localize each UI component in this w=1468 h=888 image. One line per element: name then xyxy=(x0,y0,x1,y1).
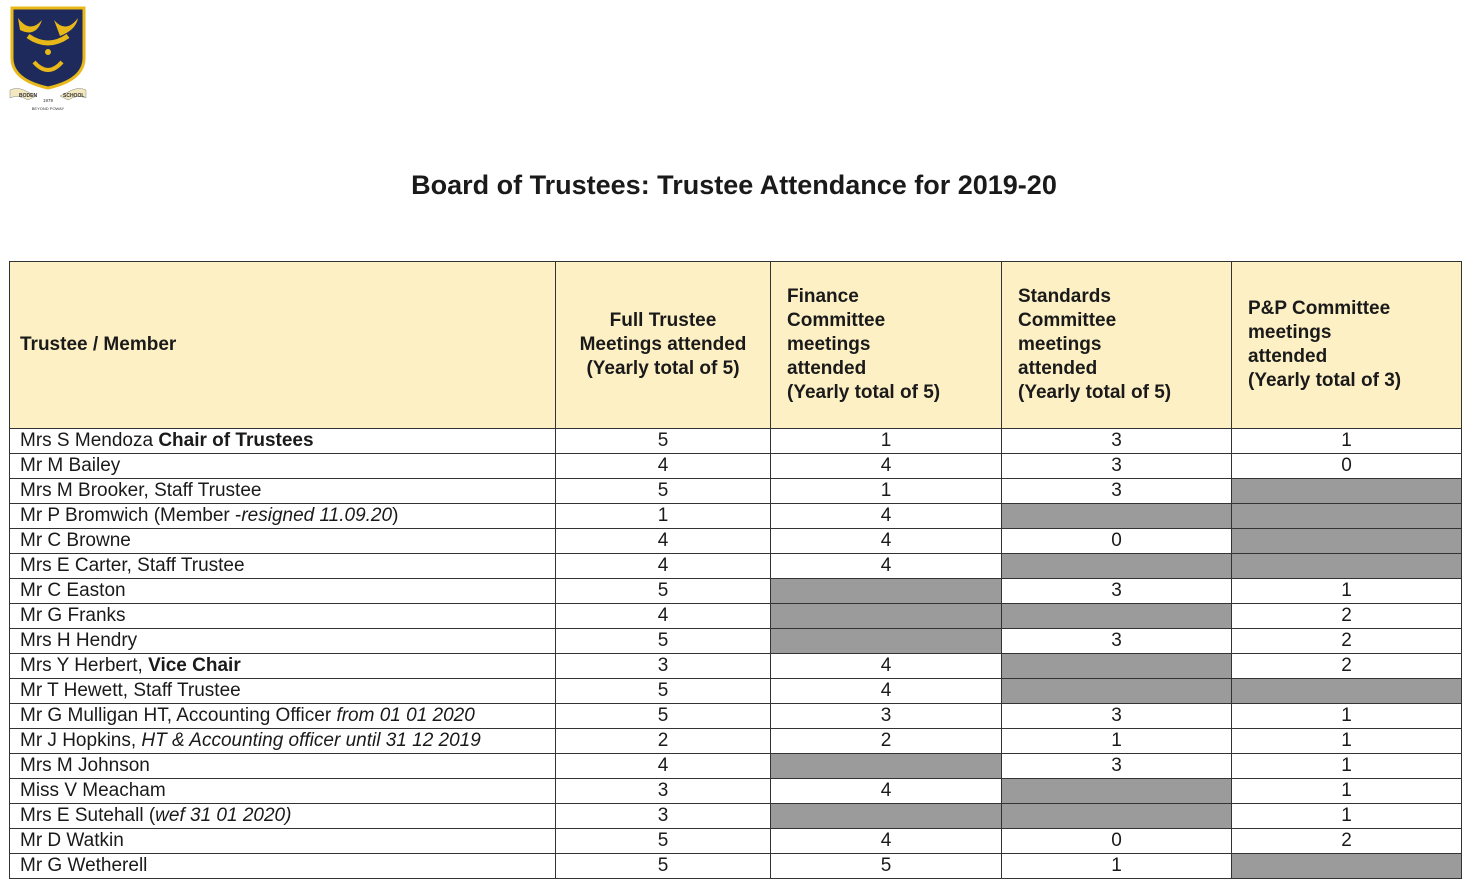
trustee-name-segment: resigned 11.09.20 xyxy=(241,505,393,526)
attendance-full-cell: 4 xyxy=(556,604,771,629)
attendance-standards-cell: 1 xyxy=(1002,729,1232,754)
table-row xyxy=(10,779,1462,804)
trustee-name-segment: Mr G Wetherell xyxy=(20,855,148,876)
table-row xyxy=(10,429,1462,454)
trustee-name-segment: HT & Accounting officer until 31 12 2019 xyxy=(141,730,481,751)
not-applicable-cell xyxy=(771,604,1002,629)
trustee-name-segment: Mrs H Hendry xyxy=(20,630,138,651)
header-trustee: Trustee / Member xyxy=(10,262,556,429)
not-applicable-cell xyxy=(1002,604,1232,629)
table-row xyxy=(10,604,1462,629)
attendance-finance-cell: 4 xyxy=(771,679,1002,704)
header-finance: Finance Committee meetings attended (Yearly total of 5) xyxy=(771,262,1002,429)
trustee-name-segment: wef 31 01 2020) xyxy=(155,805,292,826)
trustee-name-segment: Mr M Bailey xyxy=(20,455,121,476)
attendance-full-cell: 4 xyxy=(556,529,771,554)
trustee-name-segment: Chair of Trustees xyxy=(158,430,314,451)
not-applicable-cell xyxy=(1002,504,1232,529)
header-standards: Standards Committee meetings attended (Yearly total of 5) xyxy=(1002,262,1232,429)
not-applicable-cell xyxy=(1002,554,1232,579)
attendance-finance-cell: 4 xyxy=(771,654,1002,679)
trustee-name-segment: Mr C Browne xyxy=(20,530,131,551)
attendance-standards-cell: 3 xyxy=(1002,429,1232,454)
page-title: Board of Trustees: Trustee Attendance for 2019-20 xyxy=(411,170,1057,200)
trustee-name-segment: from 01 01 2020 xyxy=(336,705,475,726)
trustee-name-cell xyxy=(10,504,556,529)
trustee-name-segment: Mr C Easton xyxy=(20,580,126,601)
trustee-name-cell xyxy=(10,554,556,579)
attendance-pp-cell: 2 xyxy=(1232,829,1462,854)
trustee-name-cell xyxy=(10,454,556,479)
not-applicable-cell xyxy=(771,754,1002,779)
trustee-name-segment: Mrs S Mendoza xyxy=(20,430,159,451)
attendance-standards-cell: 3 xyxy=(1002,704,1232,729)
attendance-pp-cell: 2 xyxy=(1232,604,1462,629)
table-row xyxy=(10,729,1462,754)
table-row xyxy=(10,654,1462,679)
not-applicable-cell xyxy=(1232,504,1462,529)
attendance-pp-cell: 2 xyxy=(1232,629,1462,654)
attendance-finance-cell: 4 xyxy=(771,779,1002,804)
trustee-name-segment: Mrs E Sutehall ( xyxy=(20,805,156,826)
attendance-pp-cell: 1 xyxy=(1232,754,1462,779)
attendance-full-cell: 2 xyxy=(556,729,771,754)
attendance-full-cell: 5 xyxy=(556,479,771,504)
trustee-name-cell xyxy=(10,704,556,729)
trustee-name-segment: Mr J Hopkins, xyxy=(20,730,142,751)
trustee-name-cell xyxy=(10,579,556,604)
trustee-name-cell xyxy=(10,479,556,504)
table-header-row xyxy=(10,262,1462,429)
attendance-pp-cell: 1 xyxy=(1232,704,1462,729)
trustee-name-segment: Mrs M Johnson xyxy=(20,755,150,776)
attendance-full-cell: 5 xyxy=(556,829,771,854)
header-full-trustee: Full Trustee Meetings attended (Yearly total of 5) xyxy=(556,262,771,429)
attendance-full-cell: 4 xyxy=(556,554,771,579)
attendance-standards-cell: 0 xyxy=(1002,529,1232,554)
trustee-name-cell xyxy=(10,529,556,554)
attendance-full-cell: 3 xyxy=(556,654,771,679)
trustee-name-segment: ) xyxy=(392,505,399,526)
attendance-standards-cell: 3 xyxy=(1002,754,1232,779)
attendance-full-cell: 4 xyxy=(556,754,771,779)
trustee-name-segment: Vice Chair xyxy=(148,655,241,676)
trustee-name-cell xyxy=(10,779,556,804)
trustee-name-segment: Mr P Bromwich (Member - xyxy=(20,505,242,526)
not-applicable-cell xyxy=(1002,654,1232,679)
trustee-name-cell xyxy=(10,804,556,829)
attendance-full-cell: 5 xyxy=(556,854,771,879)
not-applicable-cell xyxy=(1232,529,1462,554)
attendance-full-cell: 1 xyxy=(556,504,771,529)
attendance-pp-cell: 1 xyxy=(1232,579,1462,604)
not-applicable-cell xyxy=(771,629,1002,654)
crest-motto: BEYOND POWAY xyxy=(31,106,65,111)
attendance-pp-cell: 1 xyxy=(1232,429,1462,454)
table-row xyxy=(10,454,1462,479)
trustee-name-cell xyxy=(10,679,556,704)
attendance-standards-cell: 3 xyxy=(1002,479,1232,504)
attendance-full-cell: 5 xyxy=(556,429,771,454)
trustee-name-segment: Mr D Watkin xyxy=(20,830,124,851)
table-row xyxy=(10,854,1462,879)
attendance-pp-cell: 1 xyxy=(1232,804,1462,829)
attendance-pp-cell: 0 xyxy=(1232,454,1462,479)
not-applicable-cell xyxy=(1002,804,1232,829)
table-row xyxy=(10,504,1462,529)
attendance-standards-cell: 0 xyxy=(1002,829,1232,854)
trustee-name-segment: Mr G Mulligan HT, Accounting Officer xyxy=(20,705,337,726)
header-pp: P&P Committee meetings attended (Yearly total of 3) xyxy=(1232,262,1462,429)
attendance-finance-cell: 5 xyxy=(771,854,1002,879)
attendance-finance-cell: 3 xyxy=(771,704,1002,729)
trustee-name-segment: Mrs E Carter, Staff Trustee xyxy=(20,555,245,576)
attendance-pp-cell: 1 xyxy=(1232,729,1462,754)
attendance-standards-cell: 1 xyxy=(1002,854,1232,879)
attendance-table xyxy=(9,261,1462,879)
not-applicable-cell xyxy=(1232,854,1462,879)
attendance-full-cell: 4 xyxy=(556,454,771,479)
attendance-full-cell: 5 xyxy=(556,704,771,729)
attendance-full-cell: 5 xyxy=(556,629,771,654)
attendance-finance-cell: 4 xyxy=(771,829,1002,854)
attendance-finance-cell: 4 xyxy=(771,554,1002,579)
table-row xyxy=(10,754,1462,779)
trustee-name-segment: Miss V Meacham xyxy=(20,780,166,801)
table-row xyxy=(10,529,1462,554)
table-row xyxy=(10,704,1462,729)
not-applicable-cell xyxy=(1232,554,1462,579)
trustee-name-segment: Mr T Hewett, Staff Trustee xyxy=(20,680,241,701)
attendance-finance-cell: 1 xyxy=(771,429,1002,454)
crest-year: 1979 xyxy=(42,98,54,103)
attendance-full-cell: 5 xyxy=(556,579,771,604)
not-applicable-cell xyxy=(771,804,1002,829)
trustee-name-segment: Mrs M Brooker, Staff Trustee xyxy=(20,480,262,501)
not-applicable-cell xyxy=(1232,479,1462,504)
attendance-full-cell: 3 xyxy=(556,779,771,804)
trustee-name-cell xyxy=(10,854,556,879)
table-row xyxy=(10,829,1462,854)
attendance-pp-cell: 1 xyxy=(1232,779,1462,804)
attendance-standards-cell: 3 xyxy=(1002,579,1232,604)
not-applicable-cell xyxy=(1002,679,1232,704)
trustee-name-cell xyxy=(10,429,556,454)
attendance-finance-cell: 1 xyxy=(771,479,1002,504)
table-row xyxy=(10,554,1462,579)
attendance-standards-cell: 3 xyxy=(1002,629,1232,654)
attendance-pp-cell: 2 xyxy=(1232,654,1462,679)
attendance-full-cell: 3 xyxy=(556,804,771,829)
attendance-standards-cell: 3 xyxy=(1002,454,1232,479)
table-row xyxy=(10,479,1462,504)
trustee-name-cell xyxy=(10,629,556,654)
not-applicable-cell xyxy=(1002,779,1232,804)
trustee-name-cell xyxy=(10,729,556,754)
trustee-name-segment: Mr G Franks xyxy=(20,605,126,626)
crest-left-text: BODEN xyxy=(19,93,38,99)
trustee-name-cell xyxy=(10,754,556,779)
table-row xyxy=(10,579,1462,604)
trustee-name-cell xyxy=(10,604,556,629)
crest-right-text: SCHOOL xyxy=(63,93,85,99)
attendance-full-cell: 5 xyxy=(556,679,771,704)
trustee-name-segment: Mrs Y Herbert, xyxy=(20,655,149,676)
not-applicable-cell xyxy=(771,579,1002,604)
attendance-finance-cell: 2 xyxy=(771,729,1002,754)
school-crest-logo xyxy=(8,6,88,114)
table-row xyxy=(10,679,1462,704)
table-row xyxy=(10,629,1462,654)
not-applicable-cell xyxy=(1232,679,1462,704)
table-row xyxy=(10,804,1462,829)
attendance-finance-cell: 4 xyxy=(771,504,1002,529)
trustee-name-cell xyxy=(10,654,556,679)
attendance-finance-cell: 4 xyxy=(771,529,1002,554)
trustee-name-cell xyxy=(10,829,556,854)
attendance-finance-cell: 4 xyxy=(771,454,1002,479)
